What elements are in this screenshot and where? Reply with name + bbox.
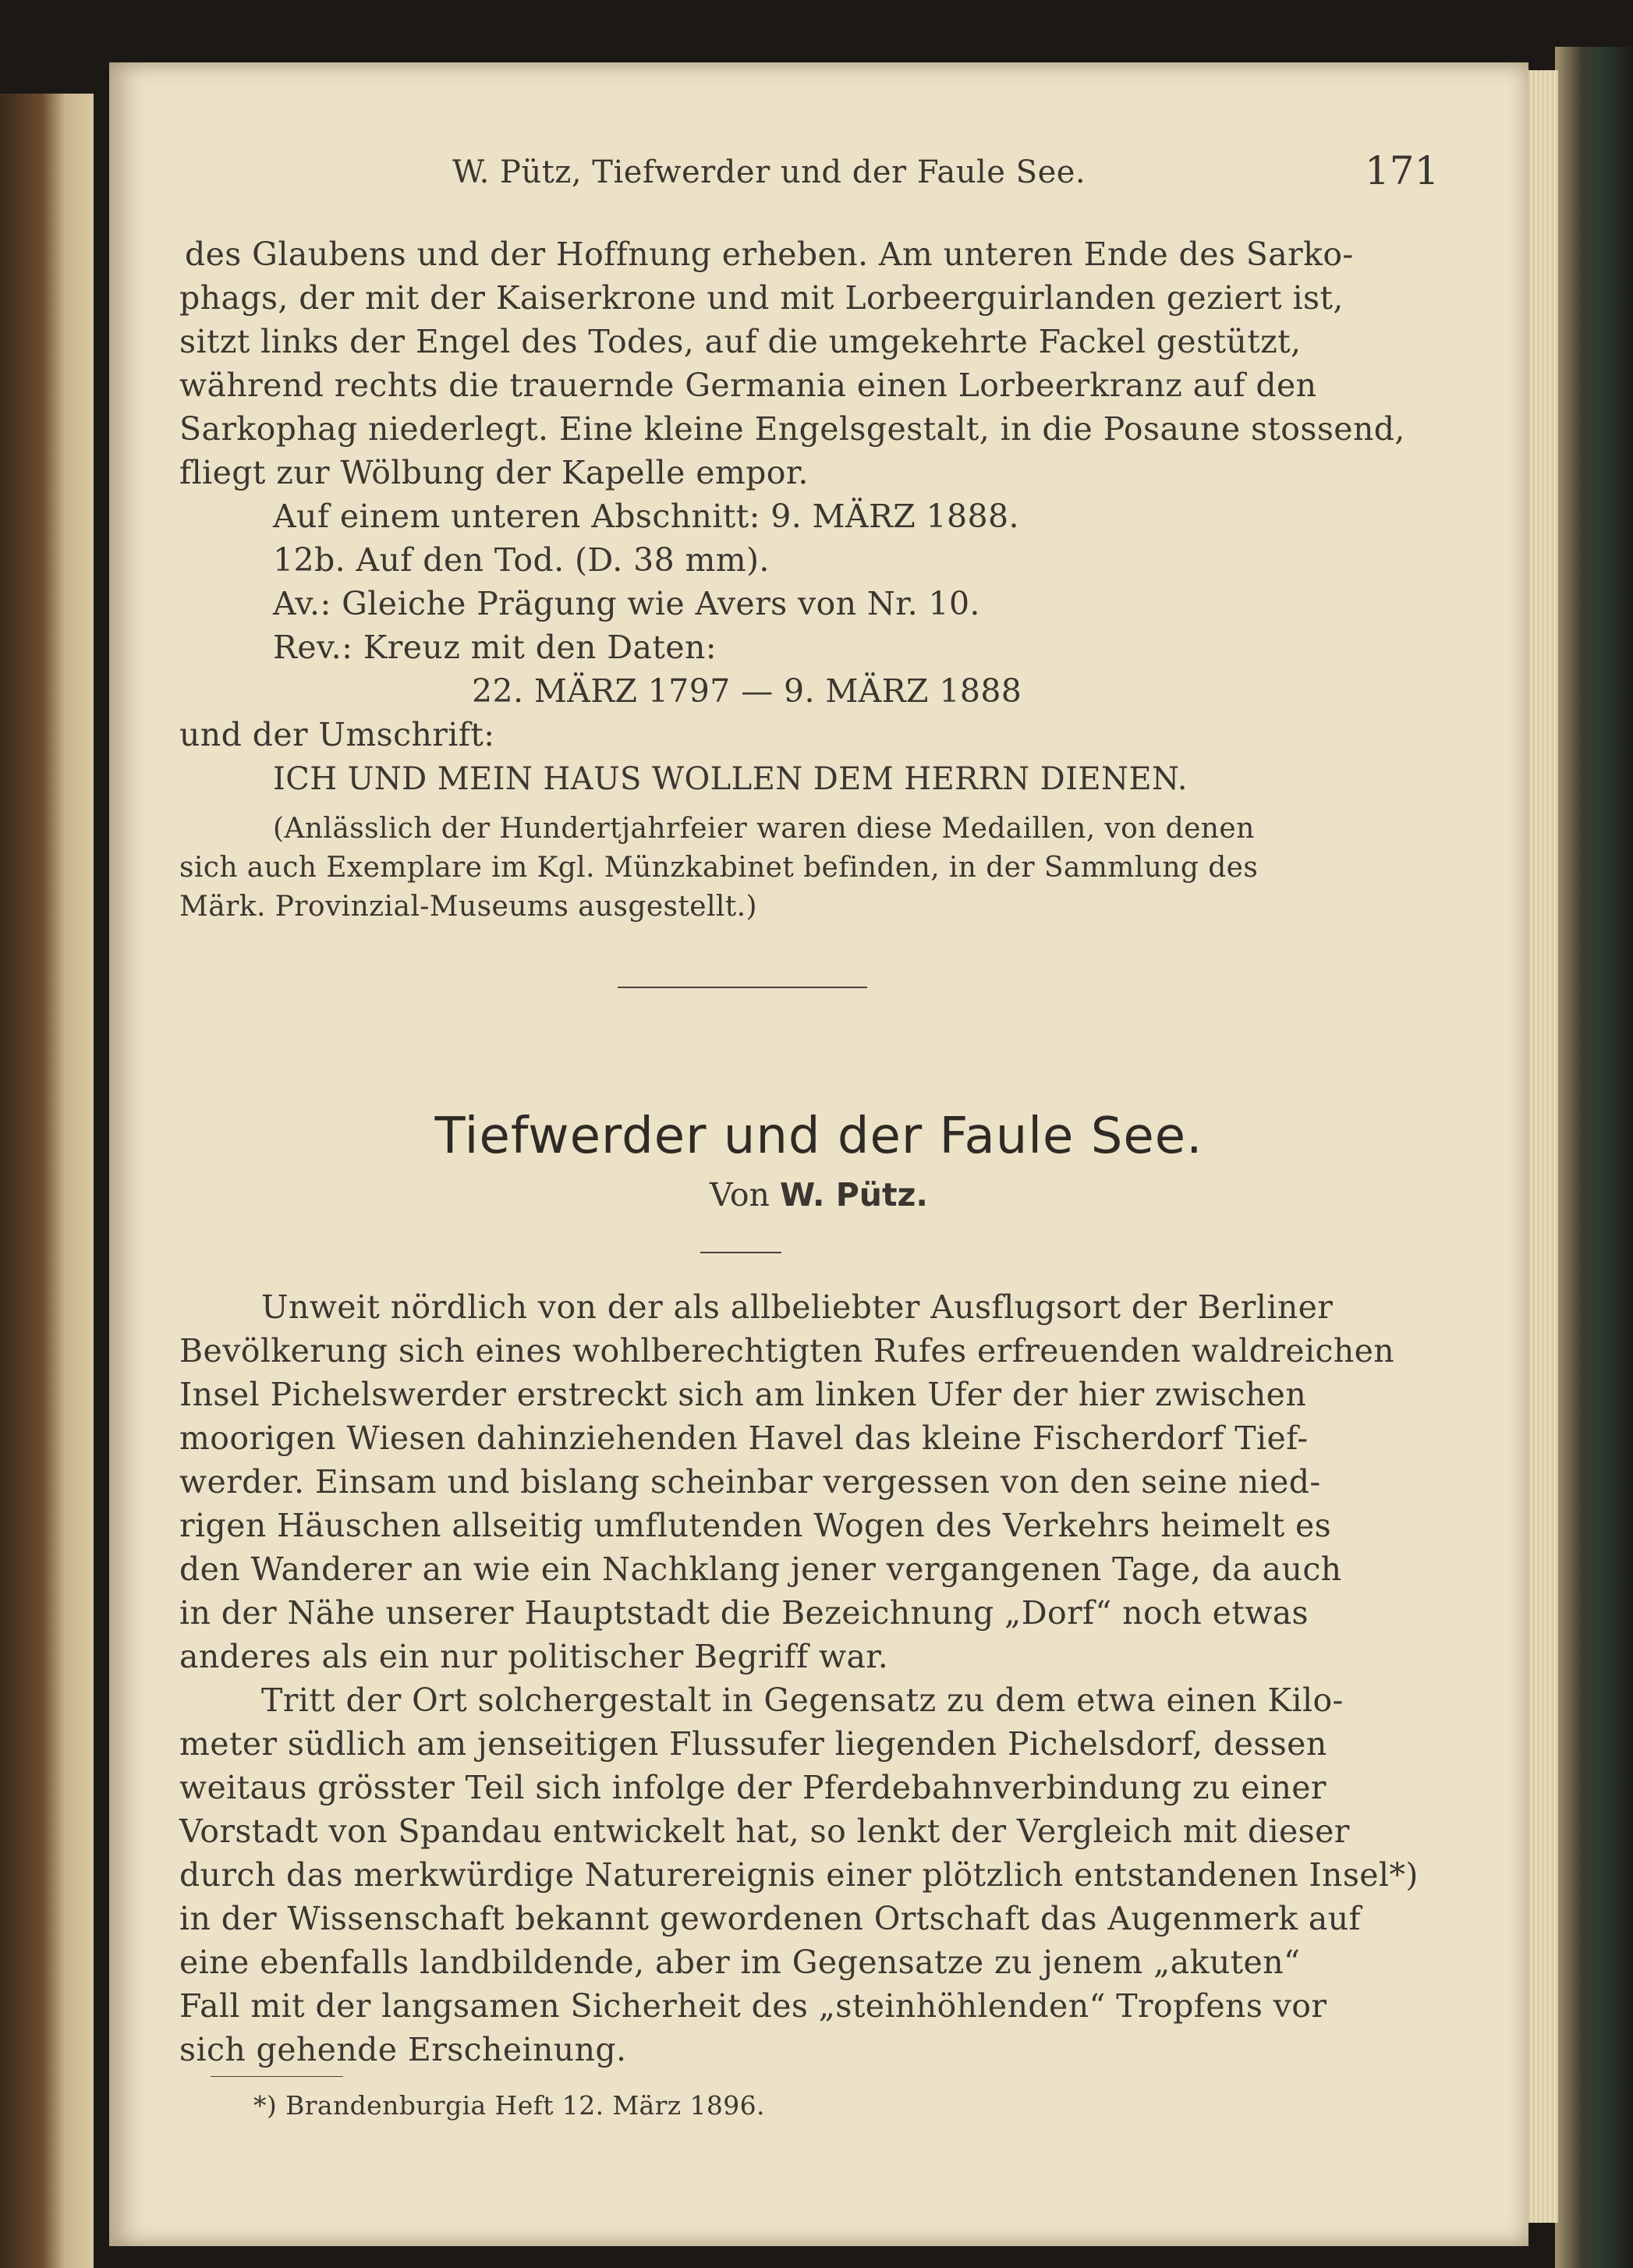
text-line: rigen Häuschen allseitig umflutenden Wogen des Verkehrs heimelt es [179, 1507, 1332, 1544]
note-line: Märk. Provinzial-Museums ausgestellt.) [179, 891, 757, 923]
text-line: 22. MÄRZ 1797 — 9. MÄRZ 1888 [472, 672, 1022, 710]
footnote-rule [211, 2076, 343, 2077]
text-line: des Glaubens und der Hoffnung erheben. Am unteren Ende des Sarko- [185, 236, 1354, 273]
text-line: Auf einem unteren Abschnitt: 9. MÄRZ 1888. [273, 498, 1019, 535]
text-line: in der Wissenschaft bekannt gewordenen Ortschaft das Augenmerk auf [179, 1900, 1362, 1937]
text-line: Fall mit der langsamen Sicherheit des „steinhöhlenden“ Tropfens vor [179, 1987, 1327, 2025]
text-line: Sarkophag niederlegt. Eine kleine Engelsgestalt, in die Posaune stossend, [179, 410, 1405, 448]
book-binding [1555, 47, 1633, 2268]
byline-prefix: Von [710, 1176, 770, 1214]
text-line: sich gehende Erscheinung. [179, 2031, 627, 2068]
footnote: *) Brandenburgia Heft 12. März 1896. [253, 2090, 765, 2121]
text-line: eine ebenfalls landbildende, aber im Gegensatze zu jenem „akuten“ [179, 1944, 1301, 1981]
text-line: und der Umschrift: [179, 716, 495, 753]
text-line: während rechts die trauernde Germania einen Lorbeerkranz auf den [179, 367, 1317, 404]
running-head: W. Pütz, Tiefwerder und der Faule See. [452, 154, 1086, 190]
book-page [109, 62, 1529, 2246]
byline [109, 1176, 1529, 1214]
note-line: (Anlässlich der Hundertjahrfeier waren diese Medaillen, von denen [273, 813, 1255, 845]
text-line: weitaus grösster Teil sich infolge der Pferdebahnverbindung zu einer [179, 1769, 1327, 1806]
text-line: fliegt zur Wölbung der Kapelle empor. [179, 454, 809, 491]
text-line: durch das merkwürdige Naturereignis einer plötzlich entstandenen Insel*) [179, 1856, 1419, 1894]
text-line: Insel Pichelswerder erstreckt sich am linken Ufer der hier zwischen [179, 1376, 1307, 1413]
section-divider [618, 987, 867, 988]
text-line: Tritt der Ort solchergestalt in Gegensatz zu dem etwa einen Kilo- [261, 1682, 1344, 1719]
text-line: werder. Einsam und bislang scheinbar vergessen von den seine nied- [179, 1463, 1321, 1501]
text-line: Av.: Gleiche Prägung wie Avers von Nr. 10. [273, 585, 980, 622]
text-line: 12b. Auf den Tod. (D. 38 mm). [273, 541, 770, 579]
facing-page-edge [0, 94, 94, 2268]
note-line: sich auch Exemplare im Kgl. Münzkabinet befinden, in der Sammlung des [179, 852, 1259, 884]
page-number: 171 [1365, 148, 1440, 193]
text-line: den Wanderer an wie ein Nachklang jener vergangenen Tage, da auch [179, 1550, 1342, 1588]
motto-line: ICH UND MEIN HAUS WOLLEN DEM HERRN DIENEN. [273, 761, 1188, 797]
text-line: Bevölkerung sich eines wohlberechtigten Rufes erfreuenden waldreichen [179, 1332, 1395, 1370]
text-line: meter südlich am jenseitigen Flussufer liegenden Pichelsdorf, dessen [179, 1725, 1327, 1763]
text-line: Unweit nördlich von der als allbeliebter Ausflugsort der Berliner [261, 1288, 1334, 1326]
article-title: Tiefwerder und der Faule See. [434, 1107, 1203, 1165]
text-line: anderes als ein nur politischer Begriff war. [179, 1638, 889, 1675]
text-line: in der Nähe unserer Hauptstadt die Bezeichnung „Dorf“ noch etwas [179, 1594, 1309, 1632]
text-line: Rev.: Kreuz mit den Daten: [273, 629, 717, 666]
text-line: Vorstadt von Spandau entwickelt hat, so lenkt der Vergleich mit dieser [179, 1813, 1350, 1850]
text-line: sitzt links der Engel des Todes, auf die umgekehrte Fackel gestützt, [179, 323, 1302, 360]
text-line: moorigen Wiesen dahinziehenden Havel das kleine Fischerdorf Tief- [179, 1419, 1309, 1457]
text-line: phags, der mit der Kaiserkrone und mit Lorbeerguirlanden geziert ist, [179, 279, 1344, 317]
byline-author: W. Pütz. [779, 1176, 928, 1214]
title-divider [700, 1252, 781, 1253]
page-leaf-edges [1527, 70, 1558, 2223]
